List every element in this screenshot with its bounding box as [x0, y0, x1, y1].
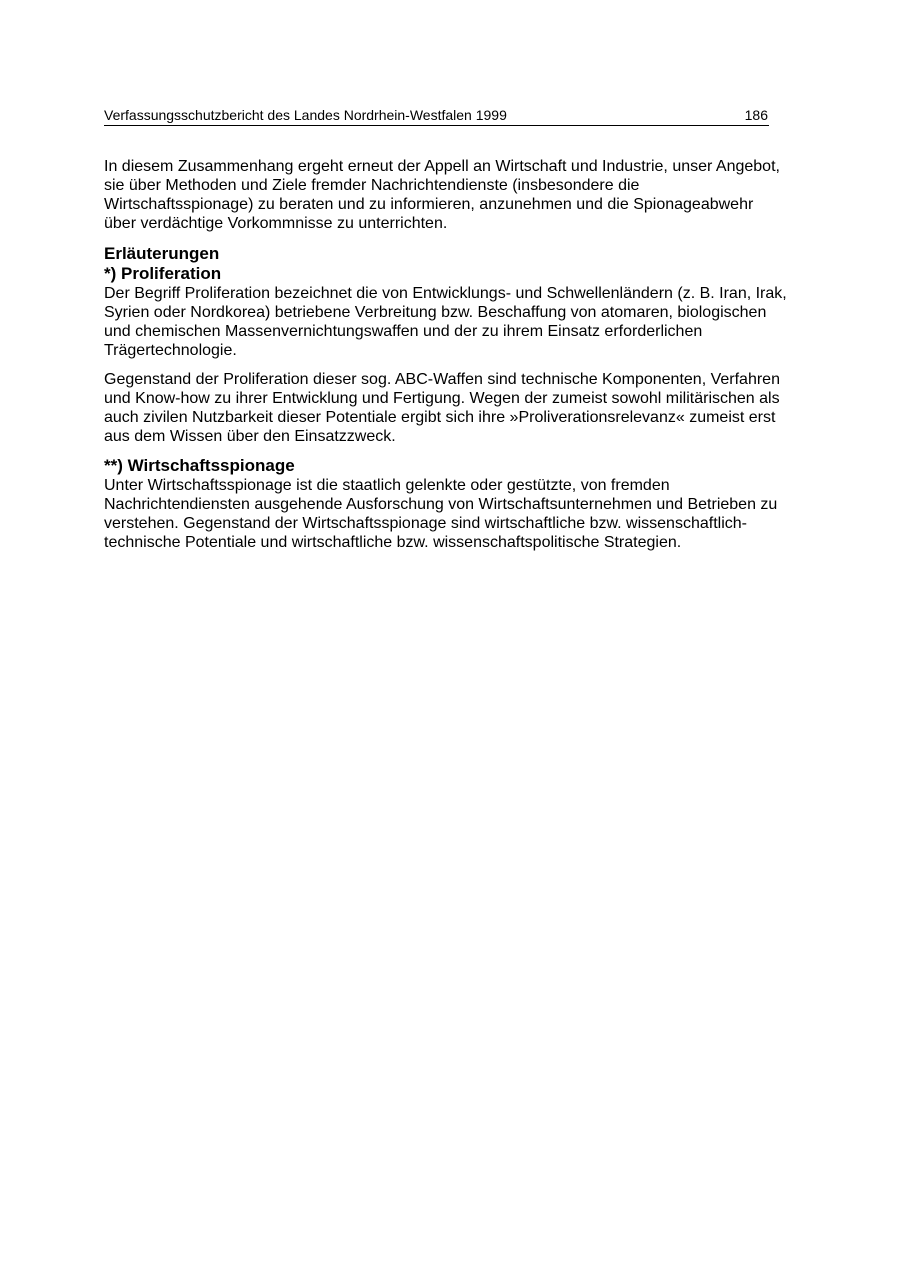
proliferation-paragraph-1: Der Begriff Proliferation bezeichnet die von Entwicklungs- und Schwellenländern (z. B. Iran, Irak, Syrien oder Nordkorea) betriebene Verbreitung bzw. Beschaffung von atomaren, biologischen und chemischen Massenvernichtungswaffen und der zu ihrem Einsatz erforderlichen Trägertechnologie. [104, 285, 787, 359]
page-number: 186 [744, 107, 768, 123]
intro-paragraph: In diesem Zusammenhang ergeht erneut der Appell an Wirtschaft und Industrie, unser Angebot, sie über Methoden und Ziele fremder Nachrichtendienste (insbesondere die Wirtschaftsspionage) zu beraten und zu informieren, anzunehmen und die Spionageabwehr über verdächtige Vorkommnisse zu unterrichten. [104, 158, 780, 232]
explanations-heading: Erläuterungen [104, 244, 220, 263]
running-header [104, 107, 769, 126]
header-title: Verfassungsschutzbericht des Landes Nordrhein-Westfalen 1999 [104, 107, 507, 123]
body-content [104, 157, 804, 552]
proliferation-paragraph-2: Gegenstand der Proliferation dieser sog. ABC-Waffen sind technische Komponenten, Verfahren und Know-how zu ihrer Entwicklung und Fertigung. Wegen der zumeist sowohl militärischen als auch zivilen Nutzbarkeit dieser Potentiale ergibt sich ihre »Proliverationsrelevanz« zumeist erst aus dem Wissen über den Einsatzzweck. [104, 371, 780, 445]
proliferation-heading: *) Proliferation [104, 264, 222, 283]
economic-espionage-paragraph: Unter Wirtschaftsspionage ist die staatlich gelenkte oder gestützte, von fremden Nachrichtendiensten ausgehende Ausforschung von Wirtschaftsunternehmen und Betrieben zu verstehen. Gegenstand der Wirtschaftsspionage sind wirtschaftliche bzw. wissenschaftlich- technische Potentiale und wirtschaftliche bzw. wissenschaftspolitische Strategien. [104, 477, 778, 551]
economic-espionage-heading: **) Wirtschaftsspionage [104, 456, 295, 475]
